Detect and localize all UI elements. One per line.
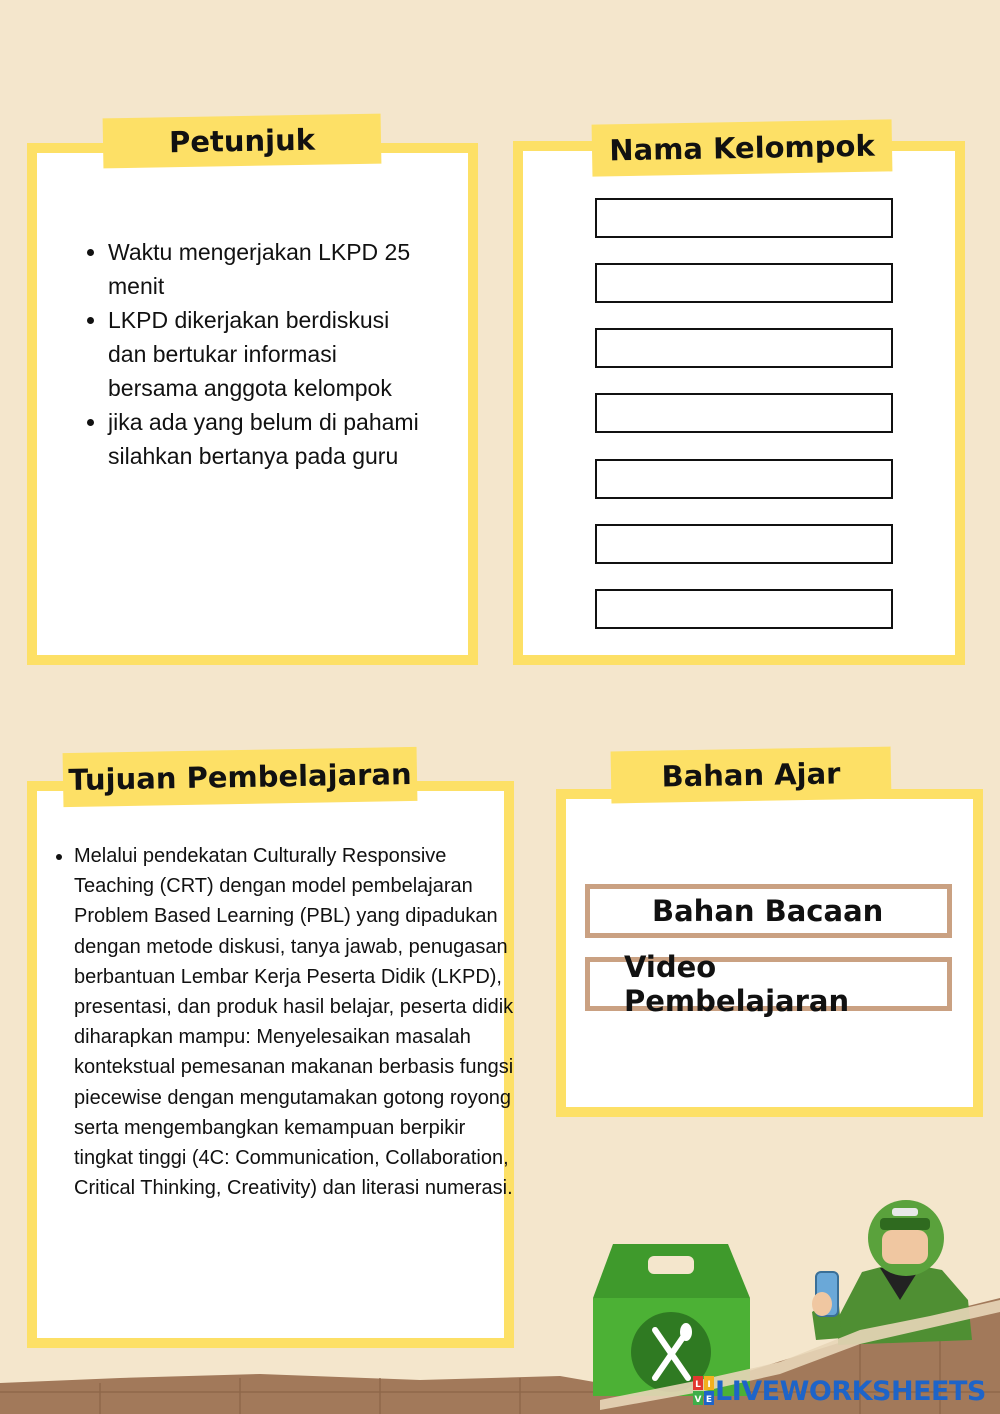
liveworksheets-logo	[693, 1376, 986, 1406]
video-pembelajaran-label: Video Pembelajaran	[624, 950, 850, 1018]
petunjuk-item: • Waktu mengerjakan LKPD 25 menit	[108, 235, 428, 303]
tujuan-title-text: Tujuan Pembelajaran	[68, 757, 412, 797]
svg-text:E: E	[705, 1395, 713, 1405]
petunjuk-item: • jika ada yang belum di pahami silahkan bertanya pada guru	[108, 405, 428, 473]
petunjuk-item: • LKPD dikerjakan berdiskusi dan bertukar informasi bersama anggota kelompok	[108, 303, 428, 405]
petunjuk-title-text: Petunjuk	[168, 122, 316, 160]
food-box-icon	[593, 1244, 750, 1396]
bahan-ajar-title-text: Bahan Ajar	[661, 756, 841, 794]
brand-name: LIVEWORKSHEETS	[715, 1375, 986, 1407]
live-badge-icon	[693, 1376, 715, 1406]
svg-text:I: I	[707, 1380, 711, 1390]
svg-text:V: V	[694, 1395, 702, 1405]
svg-text:L: L	[695, 1380, 701, 1390]
bahan-bacaan-label: Bahan Bacaan	[652, 894, 884, 928]
nama-kelompok-title-text: Nama Kelompok	[609, 128, 875, 168]
tujuan-text: • Melalui pendekatan Culturally Responsive Teaching (CRT) dengan model pembelajaran Problem Based Learning (PBL) yang dipadukan dengan metode diskusi, tanya jawab, penugasan berbantuan Lembar Kerja Peserta Didik (LKPD), presentasi, dan produk hasil belajar, peserta didik diharapkan mampu: Menyelesaikan masalah kontekstual pemesanan makanan berbasis fungsi piecewise dengan mengutamakan gotong royong serta mengembangkan kemampuan berpikir tingkat tinggi (4C: Communication, Collaboration, Critical Thinking, Creativity) dan literasi numerasi.	[74, 841, 526, 1203]
